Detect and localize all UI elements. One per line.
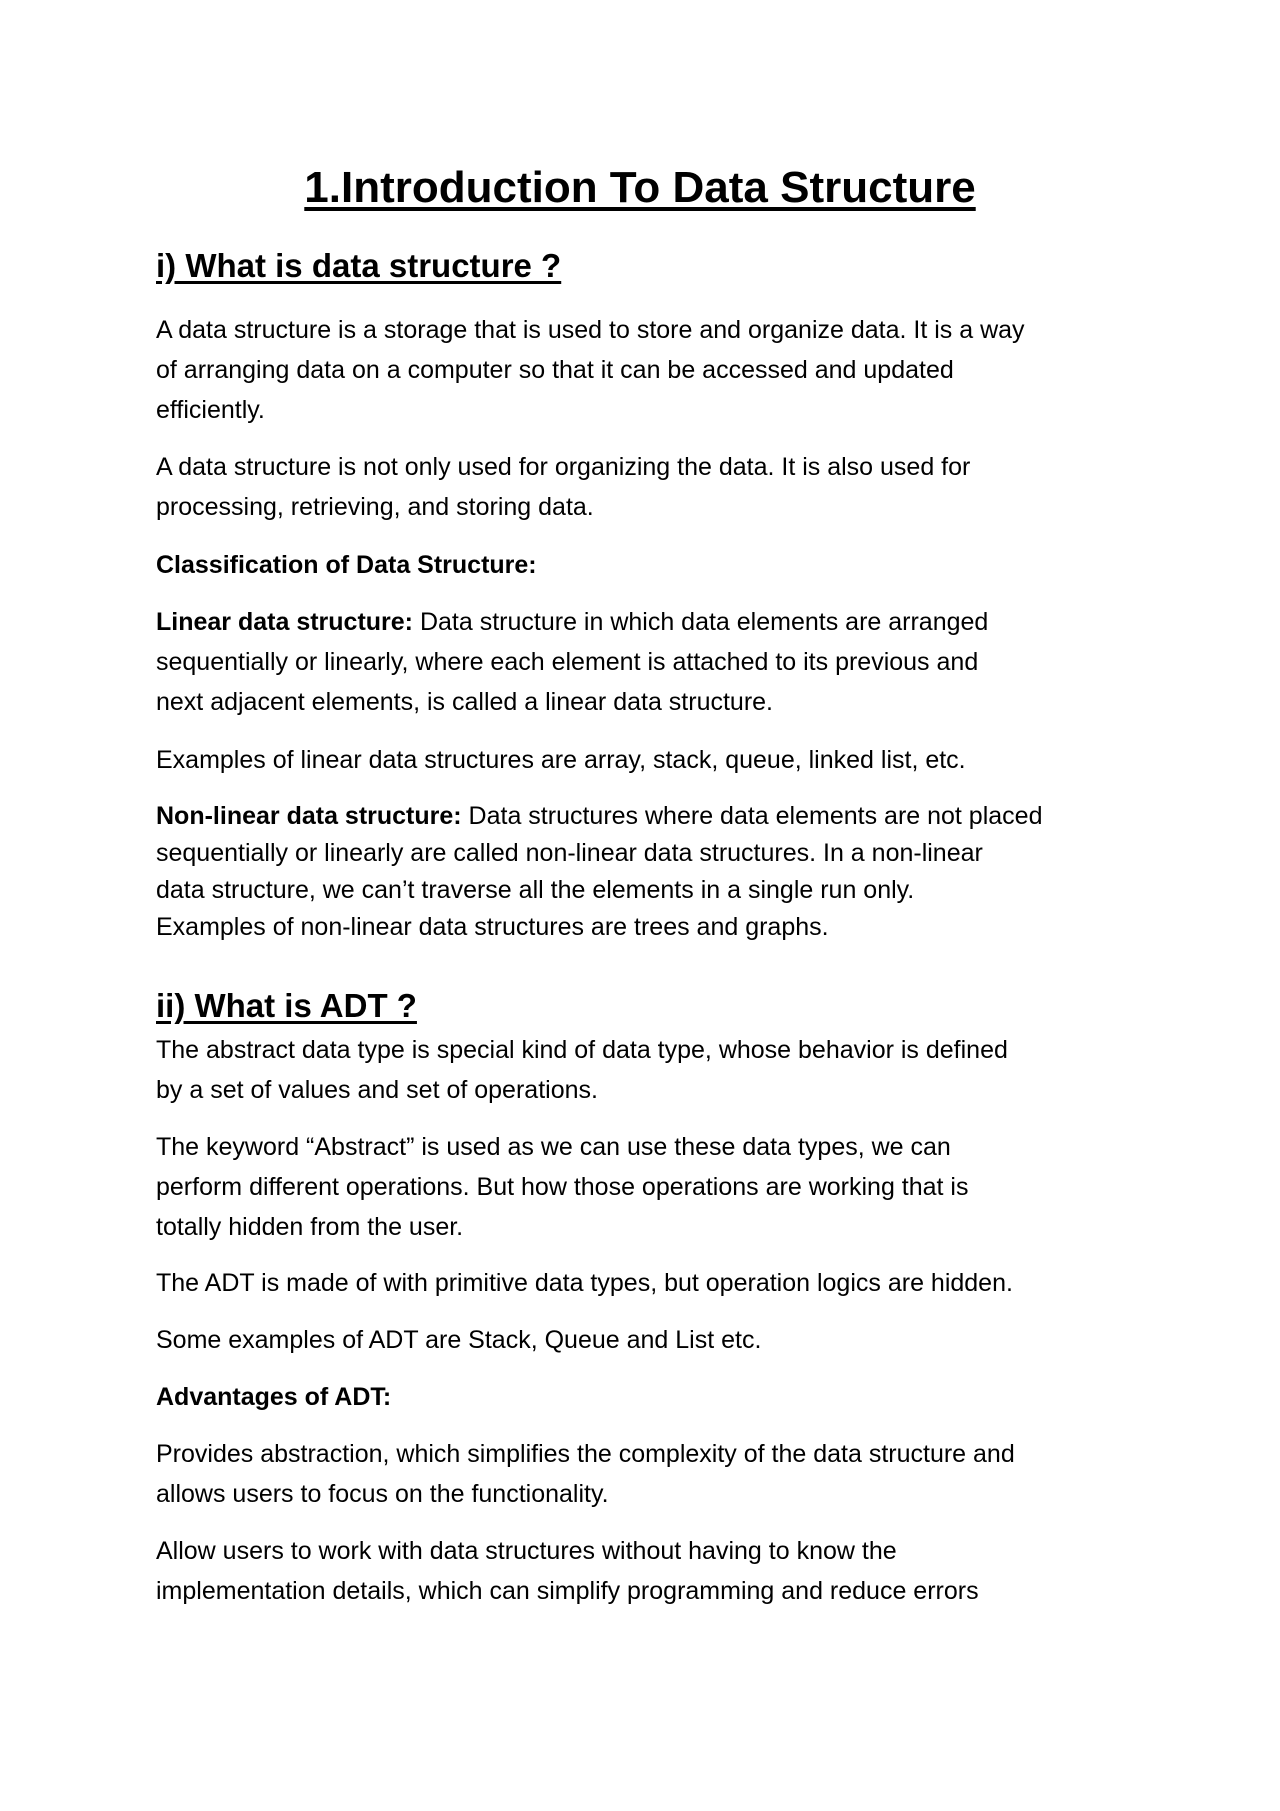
text-line: efficiently. — [156, 396, 265, 424]
text-line: Non-linear data structure: Data structures where data elements are not placed — [156, 802, 1043, 830]
advantages-heading: Advantages of ADT: — [156, 1383, 392, 1411]
text-line: data structure, we can’t traverse all the elements in a single run only. — [156, 876, 915, 904]
text-line: A data structure is a storage that is used to store and organize data. It is a way — [156, 316, 1025, 344]
text-line: by a set of values and set of operations. — [156, 1076, 598, 1104]
section-heading-adt: ii) What is ADT ? — [156, 987, 417, 1024]
text-line: Allow users to work with data structures without having to know the — [156, 1537, 897, 1565]
text-line: Linear data structure: Data structure in which data elements are arranged — [156, 608, 989, 636]
paragraph-advantage-implementation — [156, 1531, 1146, 1611]
term-linear: Linear data structure: — [156, 608, 414, 636]
text-line: sequentially or linearly are called non-linear data structures. In a non-linear — [156, 839, 983, 867]
text-line: of arranging data on a computer so that it can be accessed and updated — [156, 356, 954, 384]
term-nonlinear: Non-linear data structure: — [156, 802, 462, 830]
section-heading-data-structure: i) What is data structure ? — [156, 247, 562, 284]
paragraph-adt-examples — [156, 1320, 1146, 1360]
text-line: totally hidden from the user. — [156, 1213, 464, 1241]
classification-heading: Classification of Data Structure: — [156, 551, 537, 579]
paragraph-advantage-abstraction — [156, 1434, 1146, 1514]
paragraph-usage — [156, 447, 1146, 527]
paragraph-adt-definition — [156, 1030, 1146, 1110]
text-line: Examples of non-linear data structures are trees and graphs. — [156, 913, 829, 941]
text-line: The ADT is made of with primitive data types, but operation logics are hidden. — [156, 1269, 1013, 1297]
text-line: Examples of linear data structures are array, stack, queue, linked list, etc. — [156, 746, 966, 774]
document-title: 1.Introduction To Data Structure — [304, 163, 976, 212]
text-line: perform different operations. But how those operations are working that is — [156, 1173, 969, 1201]
paragraph-nonlinear — [156, 798, 1146, 946]
text-line: A data structure is not only used for organizing the data. It is also used for — [156, 453, 971, 481]
text-line: The keyword “Abstract” is used as we can use these data types, we can — [156, 1133, 951, 1161]
text-line: The abstract data type is special kind of data type, whose behavior is defined — [156, 1036, 1008, 1064]
paragraph-primitive-types — [156, 1263, 1146, 1303]
paragraph-linear-examples — [156, 740, 1146, 780]
paragraph-linear — [156, 602, 1146, 722]
paragraph-definition — [156, 310, 1146, 430]
paragraph-abstract-keyword — [156, 1127, 1146, 1247]
text-line: processing, retrieving, and storing data. — [156, 493, 594, 521]
text-line: next adjacent elements, is called a linear data structure. — [156, 688, 774, 716]
text-line: Some examples of ADT are Stack, Queue and List etc. — [156, 1326, 762, 1354]
text-line: implementation details, which can simplify programming and reduce errors — [156, 1577, 979, 1605]
text-line: allows users to focus on the functionality. — [156, 1480, 609, 1508]
text-line: Provides abstraction, which simplifies the complexity of the data structure and — [156, 1440, 1015, 1468]
text-line: sequentially or linearly, where each element is attached to its previous and — [156, 648, 979, 676]
